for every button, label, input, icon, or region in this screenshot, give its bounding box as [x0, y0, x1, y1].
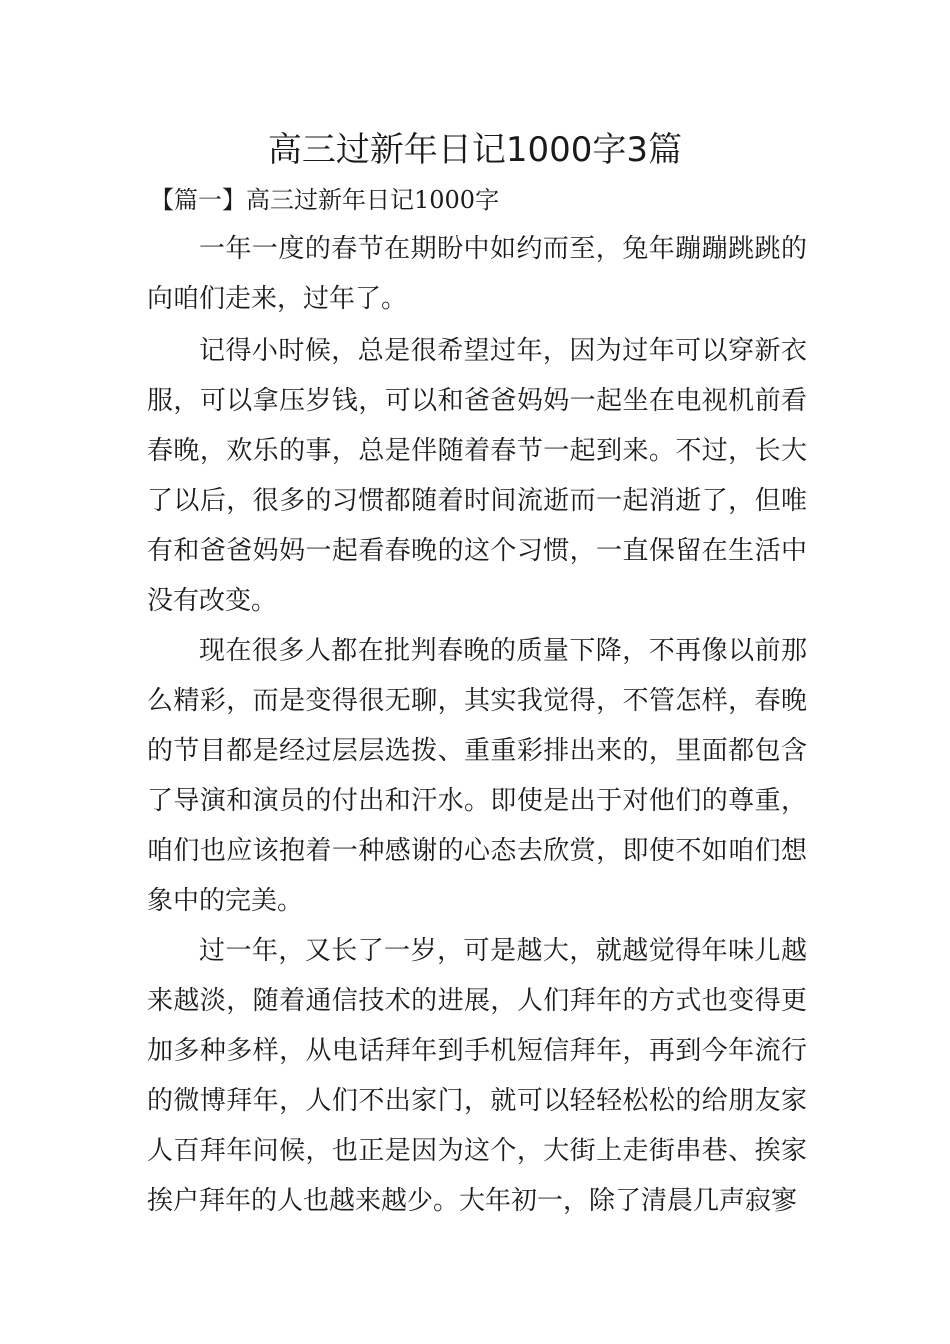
paragraph-2: 记得小时候，总是很希望过年，因为过年可以穿新衣服，可以拿压岁钱，可以和爸爸妈妈一起坐在电视机前看春晚，欢乐的事，总是伴随着春节一起到来。不过，长大了以后，很多的习惯都随着时间流逝而一起消逝了，但唯有和爸爸妈妈一起看春晚的这个习惯，一直保留在生活中没有改变。 [147, 336, 807, 616]
paragraph-3: 现在很多人都在批判春晚的质量下降，不再像以前那么精彩，而是变得很无聊，其实我觉得，不管怎样，春晚的节目都是经过层层选拨、重重彩排出来的，里面都包含了导演和演员的付出和汗水。即使是出于对他们的尊重，咱们也应该抱着一种感谢的心态去欣赏，即使不如咱们想象中的完美。 [147, 636, 807, 916]
section-heading: 【篇一】高三过新年日记1000字 [150, 186, 500, 214]
paragraph-1: 一年一度的春节在期盼中如约而至，兔年蹦蹦跳跳的向咱们走来，过年了。 [147, 234, 807, 314]
paragraph-4: 过一年，又长了一岁，可是越大，就越觉得年味儿越来越淡，随着通信技术的进展，人们拜年的方式也变得更加多种多样，从电话拜年到手机短信拜年，再到今年流行的微博拜年，人们不出家门，就可以轻轻松松的给朋友家人百拜年问候，也正是因为这个，大街上走街串巷、挨家挨户拜年的人也越来越少。大年初一，除了清晨几声寂寥 [147, 936, 807, 1216]
document-title: 高三过新年日记1000字3篇 [267, 130, 683, 170]
